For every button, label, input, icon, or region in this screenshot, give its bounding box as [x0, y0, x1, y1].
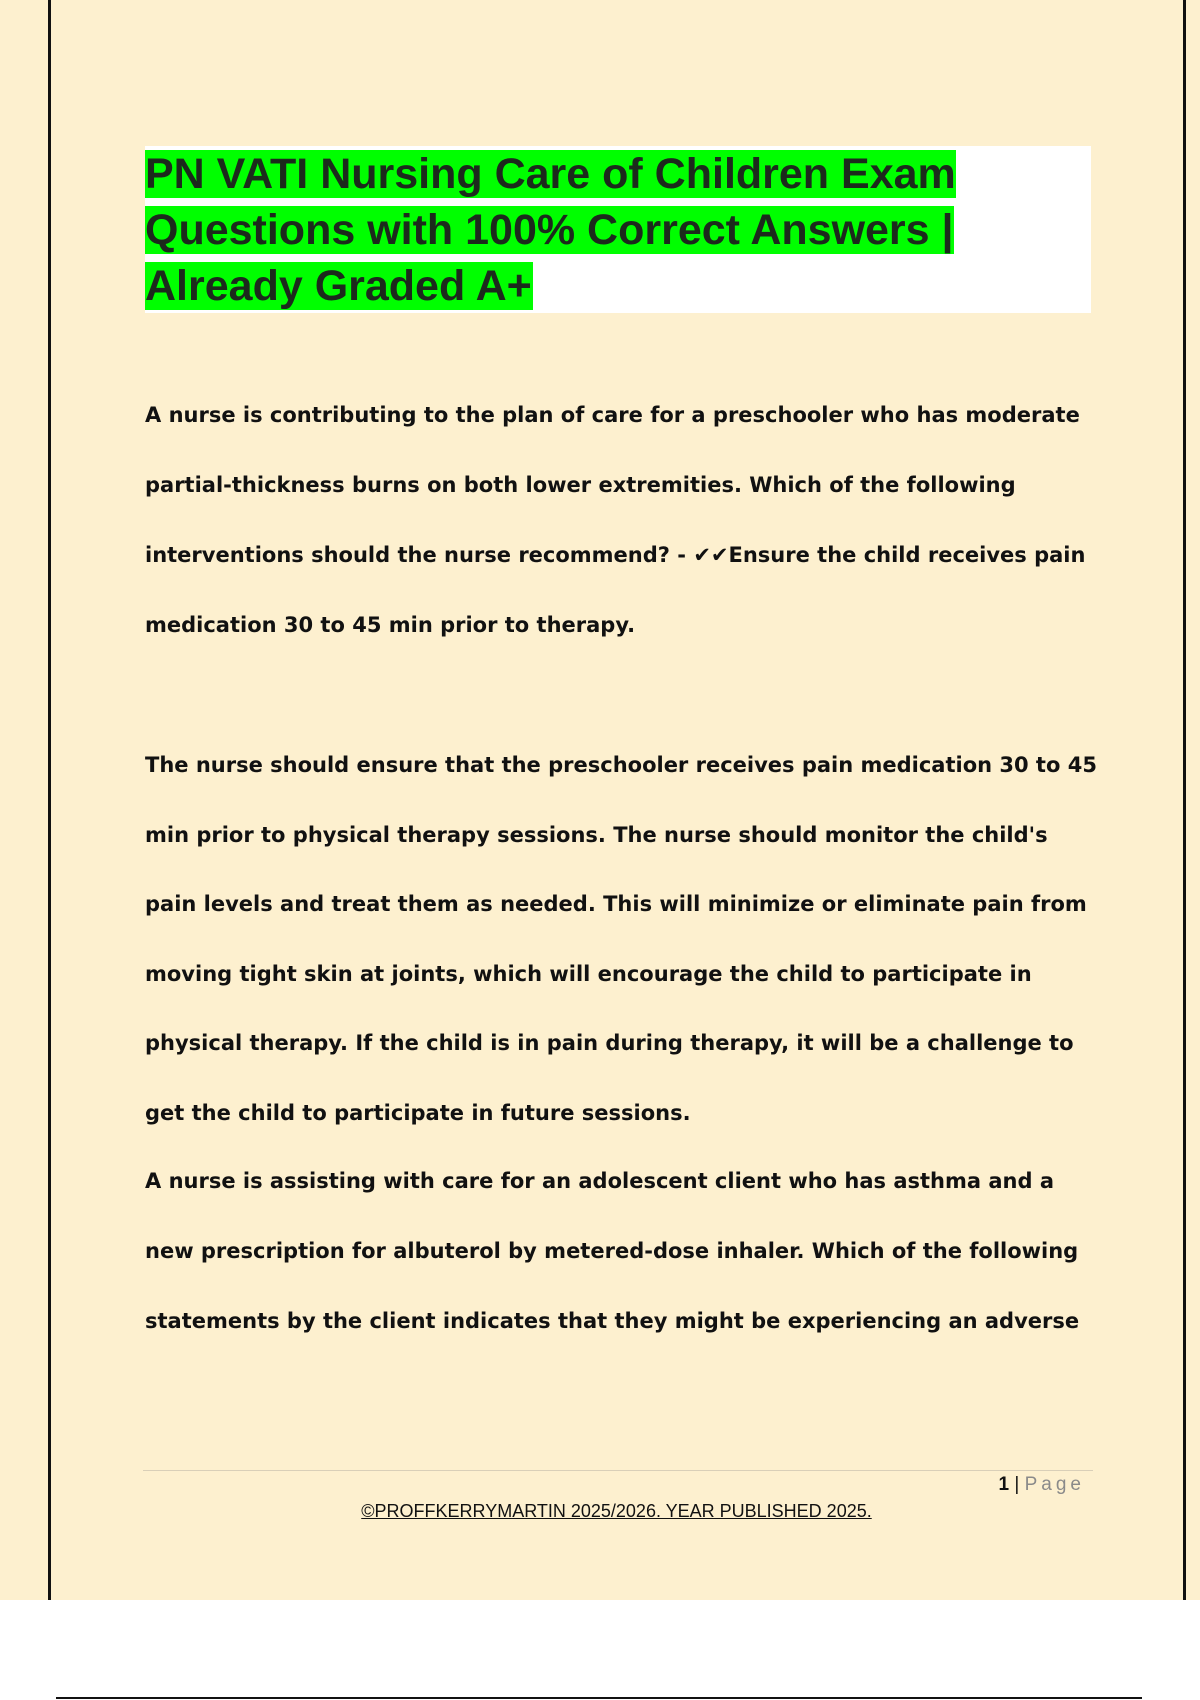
- answer-1-text: Ensure the child receives pain medication 30 to 45 min prior to therapy.: [145, 543, 1086, 637]
- explanation-1: The nurse should ensure that the preschooler receives pain medication 30 to 45 min prior to physical therapy sessions. The nurse should monitor the child's pain levels and treat them as needed. This will minimize or eliminate pain from moving tight skin at joints, which will encourage the child to participate in physical therapy. If the child is in pain during therapy, it will be a challenge to get the child to participate in future sessions.: [145, 753, 1097, 1125]
- copyright-notice: ©PROFFKERRYMARTIN 2025/2026. YEAR PUBLISHED 2025.: [361, 1501, 872, 1521]
- question-1: [145, 380, 1100, 660]
- check-marks-icon: ✔✔: [693, 543, 729, 567]
- page-label: Page: [1024, 1474, 1085, 1495]
- page-number-value: 1: [998, 1474, 1010, 1495]
- footer-divider: [143, 1470, 1093, 1471]
- page-number: [960, 1474, 1085, 1496]
- page-right-border: [1183, 0, 1186, 1600]
- page-number-separator: |: [1014, 1474, 1020, 1495]
- question-1-text: A nurse is contributing to the plan of care for a preschooler who has moderate partial-thickness burns on both lower extremities. Which of the following interventions should the nurse recommend? -: [145, 403, 1080, 567]
- page-left-border: [48, 0, 51, 1600]
- document-title: [145, 146, 1075, 314]
- title-highlight: PN VATI Nursing Care of Children Exam Questions with 100% Correct Answers | Already Graded A+: [145, 150, 956, 310]
- question-2: A nurse is assisting with care for an adolescent client who has asthma and a new prescription for albuterol by metered-dose inhaler. Which of the following statements by the client indicates that they might be experiencing an adverse: [145, 1169, 1080, 1333]
- bottom-rule: [56, 1697, 1142, 1699]
